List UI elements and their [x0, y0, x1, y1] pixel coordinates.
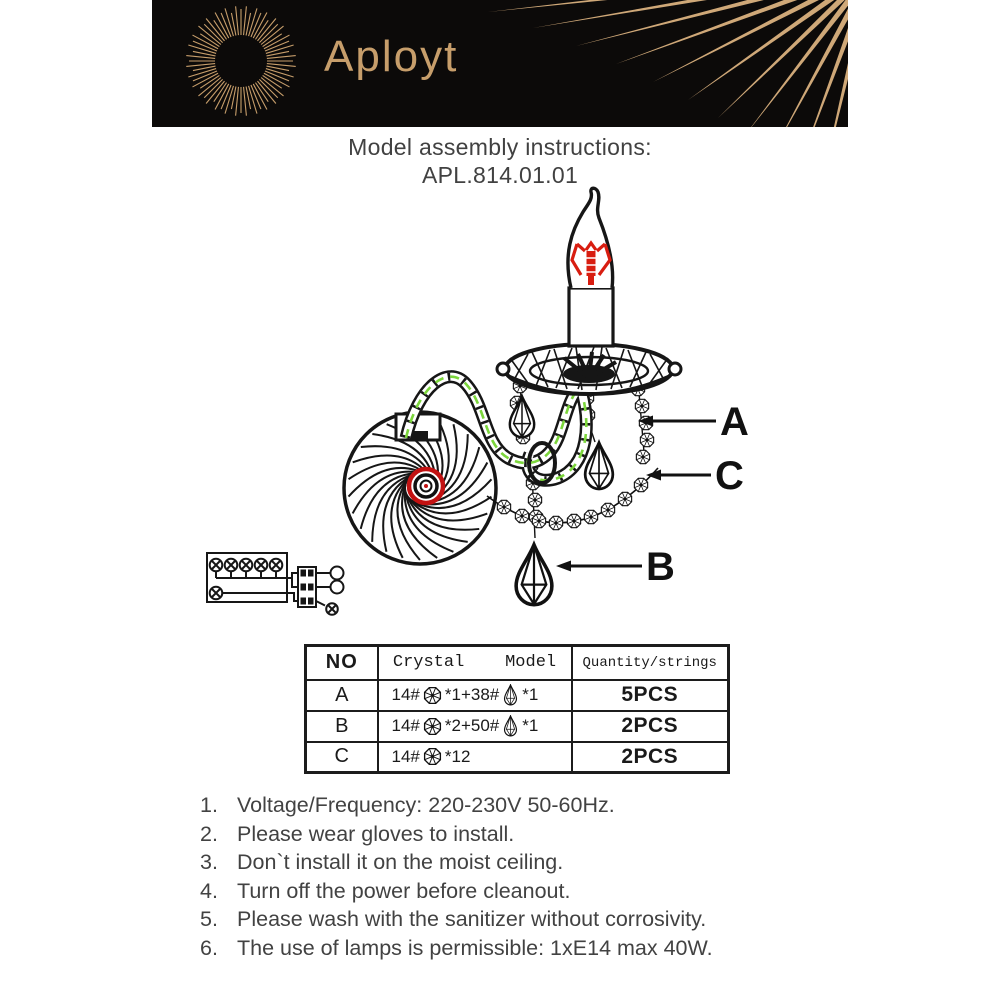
table-row-b	[306, 711, 729, 742]
instruction-text: Voltage/Frequency: 220-230V 50-60Hz.	[237, 793, 615, 817]
sunburst-logo-icon	[182, 2, 300, 120]
instruction-item-1	[200, 791, 860, 820]
table-row-c	[306, 742, 729, 773]
crystal-parts-table	[304, 644, 730, 774]
page-title: Model assembly instructions:	[348, 134, 652, 160]
instruction-number: 3.	[200, 850, 218, 875]
row-a-seg1: 14#	[391, 685, 420, 704]
wiring-diagram	[207, 553, 344, 615]
backplate-center-red-rings	[409, 469, 443, 503]
table-row-a	[306, 680, 729, 711]
terminal-contacts	[301, 570, 314, 605]
row-b-seg1: 14#	[391, 716, 420, 735]
label-c: C	[715, 454, 744, 498]
teardrop-crystal-icon	[503, 715, 518, 737]
candle-sleeve	[569, 288, 613, 346]
teardrop-crystal-icon	[503, 684, 518, 706]
model-number: APL.814.01.01	[421, 162, 579, 188]
instruction-item-3	[200, 848, 860, 877]
instruction-number: 5.	[200, 907, 218, 932]
row-c-seg2: *12	[444, 746, 471, 766]
row-b-model	[379, 715, 571, 737]
row-c-model	[379, 747, 571, 767]
wire-terminal-1	[331, 567, 344, 580]
instruction-number: 1.	[200, 793, 218, 817]
label-a: A	[720, 400, 749, 444]
table-header-row	[306, 646, 729, 680]
row-b-seg2: *2+50#	[444, 716, 500, 735]
callout-a	[638, 400, 749, 444]
instruction-text: Please wear gloves to install.	[237, 821, 515, 846]
flame-bulb	[568, 188, 613, 288]
callout-c	[646, 454, 744, 498]
row-a-qty: 5PCS	[572, 680, 729, 711]
instruction-text: The use of lamps is permissible: 1xE14 max 40W.	[237, 935, 713, 960]
title-block	[152, 133, 848, 189]
brand-logo-text: Aployt	[324, 32, 459, 81]
corner-rays-decoration	[448, 0, 848, 127]
instruction-text: Don`t install it on the moist ceiling.	[237, 850, 564, 875]
row-c-no: C	[306, 742, 378, 773]
row-a-seg2: *1+38#	[444, 685, 500, 704]
row-c-qty: 2PCS	[572, 742, 729, 773]
row-b-seg3: *1	[522, 716, 539, 735]
instruction-number: 4.	[200, 878, 218, 903]
teardrop-crystal-b	[516, 545, 552, 605]
instruction-text: Turn off the power before cleanout.	[237, 878, 571, 903]
instruction-text: Please wash with the sanitizer without corrosivity.	[237, 907, 707, 932]
octagon-crystal-icon	[423, 717, 442, 736]
instruction-number: 6.	[200, 935, 218, 960]
row-b-qty: 2PCS	[572, 711, 729, 742]
arrow-b-icon	[556, 561, 571, 572]
header-no: NO	[306, 646, 378, 680]
callout-b	[556, 545, 675, 589]
header-quantity: Quantity/strings	[572, 646, 729, 680]
octagon-crystal-icon	[423, 686, 442, 705]
instruction-item-6	[200, 934, 860, 963]
bobeche-dish	[497, 344, 681, 394]
row-a-model	[379, 684, 571, 706]
label-b: B	[646, 545, 675, 589]
row-c-seg1: 14#	[391, 746, 420, 766]
header-band	[152, 0, 848, 127]
wire-terminal-2	[331, 581, 344, 594]
instruction-item-4	[200, 877, 860, 906]
instruction-item-5	[200, 905, 860, 934]
octagon-crystal-icon	[423, 747, 442, 766]
instruction-item-2	[200, 820, 860, 849]
row-a-no: A	[306, 680, 378, 711]
instruction-number: 2.	[200, 821, 218, 846]
row-b-no: B	[306, 711, 378, 742]
row-a-seg3: *1	[522, 685, 539, 704]
header-crystal-model: Crystal Model	[378, 646, 572, 680]
instructions-list	[200, 791, 860, 963]
lamp-assembly-drawing	[190, 186, 750, 641]
